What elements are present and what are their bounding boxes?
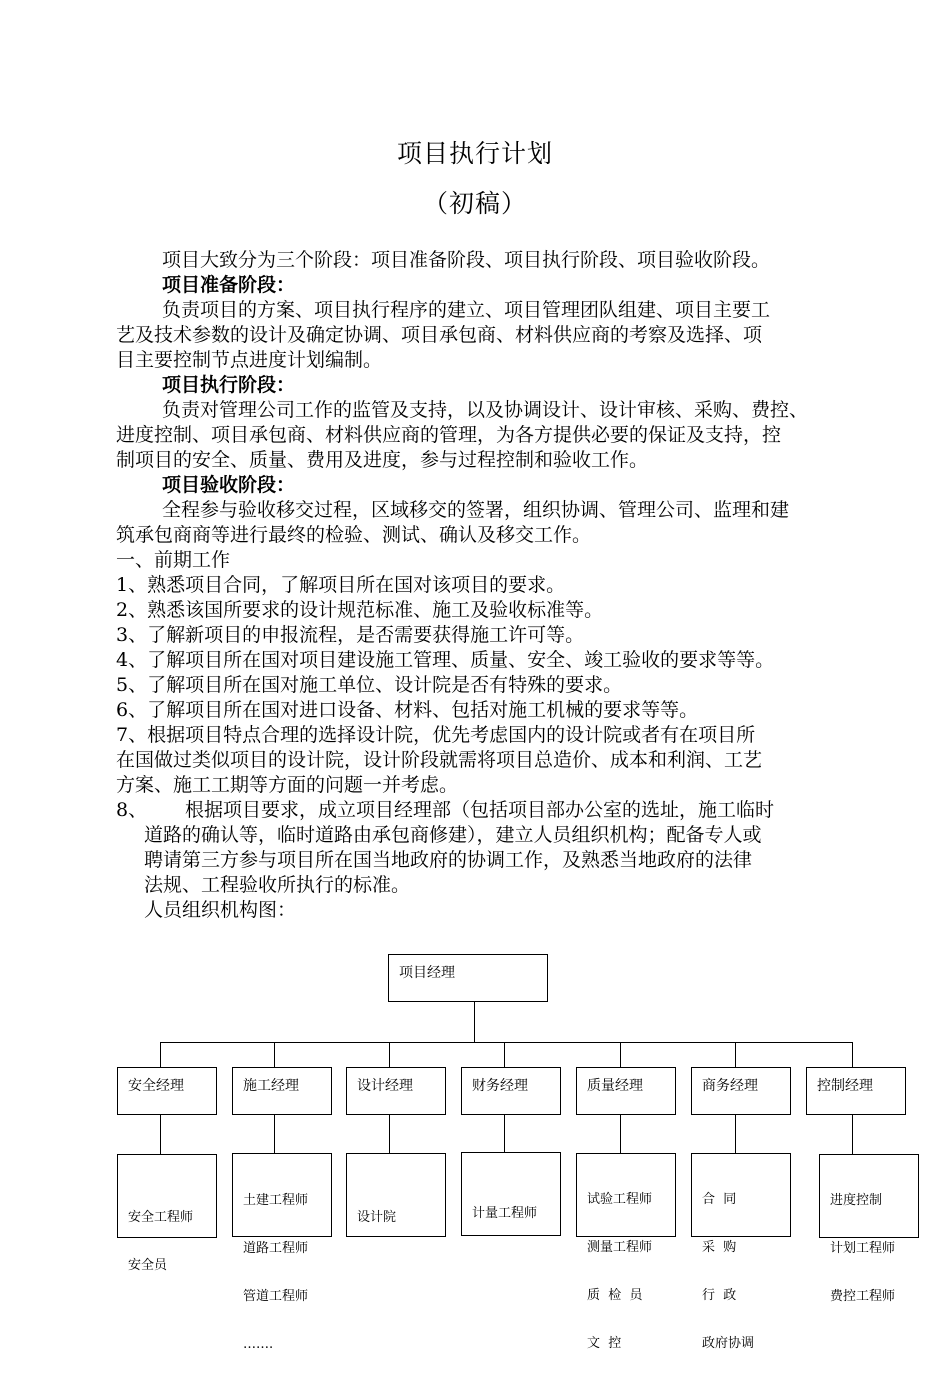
phase-text-line: 负责对管理公司工作的监管及支持，以及协调设计、设计审核、采购、费控、 [162, 399, 809, 421]
document-title: 项目执行计划 [396, 139, 553, 168]
staff-item: 土建工程师 [243, 1193, 309, 1208]
intro-paragraph: 项目大致分为三个阶段：项目准备阶段、项目执行阶段、项目验收阶段。 [162, 249, 771, 271]
staff-box [461, 1152, 561, 1236]
phase-text-line: 负责项目的方案、项目执行程序的建立、项目管理团队组建、项目主要工 [162, 299, 771, 321]
connector-line [160, 1042, 852, 1043]
connector-line [504, 1042, 505, 1067]
connector-line [852, 1042, 853, 1067]
phase-text-line: 制项目的安全、质量、费用及进度，参与过程控制和验收工作。 [116, 449, 649, 471]
staff-item: 安全员 [128, 1258, 168, 1273]
connector-line [735, 1042, 736, 1067]
staff-box [232, 1153, 332, 1352]
org-root-box [388, 954, 548, 1002]
phase-heading: 项目准备阶段： [162, 274, 296, 296]
connector-line [735, 1115, 736, 1153]
manager-label: 财务经理 [472, 1078, 528, 1094]
list-item-line: 道路的确认等，临时道路由承包商修建），建立人员组织机构；配备专人或 [144, 824, 762, 846]
manager-box [691, 1067, 791, 1115]
staff-box [691, 1153, 791, 1351]
manager-label: 施工经理 [243, 1078, 299, 1094]
manager-label: 设计经理 [357, 1078, 413, 1094]
list-item-line: 法规、工程验收所执行的标准。 [144, 874, 411, 896]
manager-label: 控制经理 [817, 1078, 873, 1094]
phase-heading: 项目验收阶段： [162, 474, 296, 496]
staff-item: 安全工程师 [128, 1210, 194, 1225]
document-subtitle: （初稿） [422, 189, 527, 218]
staff-item: 政府协调 [702, 1336, 755, 1351]
manager-box [576, 1067, 676, 1115]
staff-box [576, 1153, 676, 1351]
list-item-line: 方案、施工工期等方面的问题一并考虑。 [116, 774, 459, 796]
staff-box [819, 1154, 919, 1304]
staff-item: 采 购 [702, 1240, 737, 1255]
connector-line [474, 1002, 475, 1042]
connector-line [852, 1115, 853, 1154]
connector-line [274, 1115, 275, 1153]
staff-item: 进度控制 [830, 1193, 883, 1208]
connector-line [389, 1115, 390, 1153]
staff-item: 测量工程师 [587, 1240, 653, 1255]
phase-text-line: 全程参与验收移交过程，区域移交的签署，组织协调、管理公司、监理和建 [162, 499, 790, 521]
staff-item: 管道工程师 [243, 1289, 309, 1304]
list-item: 1、熟悉项目合同，了解项目所在国对该项目的要求。 [116, 574, 566, 596]
list-item: 6、了解项目所在国对进口设备、材料、包括对施工机械的要求等等。 [116, 699, 699, 721]
staff-item: 文 控 [587, 1336, 622, 1351]
connector-line [389, 1042, 390, 1067]
list-item: 5、了解项目所在国对施工单位、设计院是否有特殊的要求。 [116, 674, 623, 696]
phase-text-line: 进度控制、项目承包商、材料供应商的管理，为各方提供必要的保证及支持，控 [116, 424, 782, 446]
manager-label: 质量经理 [587, 1078, 643, 1094]
connector-line [504, 1115, 505, 1152]
staff-item: 合 同 [702, 1192, 737, 1207]
connector-line [274, 1042, 275, 1067]
phase-heading: 项目执行阶段： [162, 374, 296, 396]
list-number: 8、 [116, 799, 148, 821]
manager-box [461, 1067, 561, 1115]
org-chart-label: 人员组织机构图： [144, 899, 297, 921]
staff-box [117, 1154, 217, 1273]
manager-box [117, 1067, 217, 1115]
staff-item: 行 政 [702, 1288, 737, 1303]
phase-text-line: 目主要控制节点进度计划编制。 [116, 349, 383, 371]
manager-box [232, 1067, 332, 1115]
phase-text-line: 筑承包商商等进行最终的检验、测试、确认及移交工作。 [116, 524, 592, 546]
list-item-line: 根据项目要求，成立项目经理部（包括项目部办公室的选址，施工临时 [185, 799, 775, 821]
staff-item: ……. [243, 1337, 274, 1352]
staff-item: 道路工程师 [243, 1241, 309, 1256]
list-item-line: 7、根据项目特点合理的选择设计院，优先考虑国内的设计院或者有在项目所 [116, 724, 756, 746]
staff-item: 试验工程师 [587, 1192, 653, 1207]
staff-box [346, 1153, 446, 1237]
list-item-line: 聘请第三方参与项目所在国当地政府的协调工作，及熟悉当地政府的法律 [144, 849, 753, 871]
connector-line [160, 1115, 161, 1154]
connector-line [620, 1042, 621, 1067]
manager-label: 安全经理 [128, 1078, 184, 1094]
staff-item: 费控工程师 [830, 1289, 896, 1304]
list-item-line: 在国做过类似项目的设计院，设计阶段就需将项目总造价、成本和利润、工艺 [116, 749, 763, 771]
connector-line [620, 1115, 621, 1153]
connector-line [160, 1042, 161, 1067]
section-heading: 一、前期工作 [116, 549, 231, 571]
org-root-label: 项目经理 [399, 965, 455, 981]
manager-box [806, 1067, 906, 1115]
staff-item: 计量工程师 [472, 1206, 538, 1221]
list-item: 3、了解新项目的申报流程，是否需要获得施工许可等。 [116, 624, 585, 646]
phase-text-line: 艺及技术参数的设计及确定协调、项目承包商、材料供应商的考察及选择、项 [116, 324, 763, 346]
list-item: 2、熟悉该国所要求的设计规范标准、施工及验收标准等。 [116, 599, 604, 621]
list-item: 4、了解项目所在国对项目建设施工管理、质量、安全、竣工验收的要求等等。 [116, 649, 775, 671]
staff-item: 计划工程师 [830, 1241, 896, 1256]
manager-label: 商务经理 [702, 1078, 758, 1094]
manager-box [346, 1067, 446, 1115]
staff-item: 质 检 员 [587, 1288, 643, 1303]
staff-item: 设计院 [357, 1210, 397, 1225]
